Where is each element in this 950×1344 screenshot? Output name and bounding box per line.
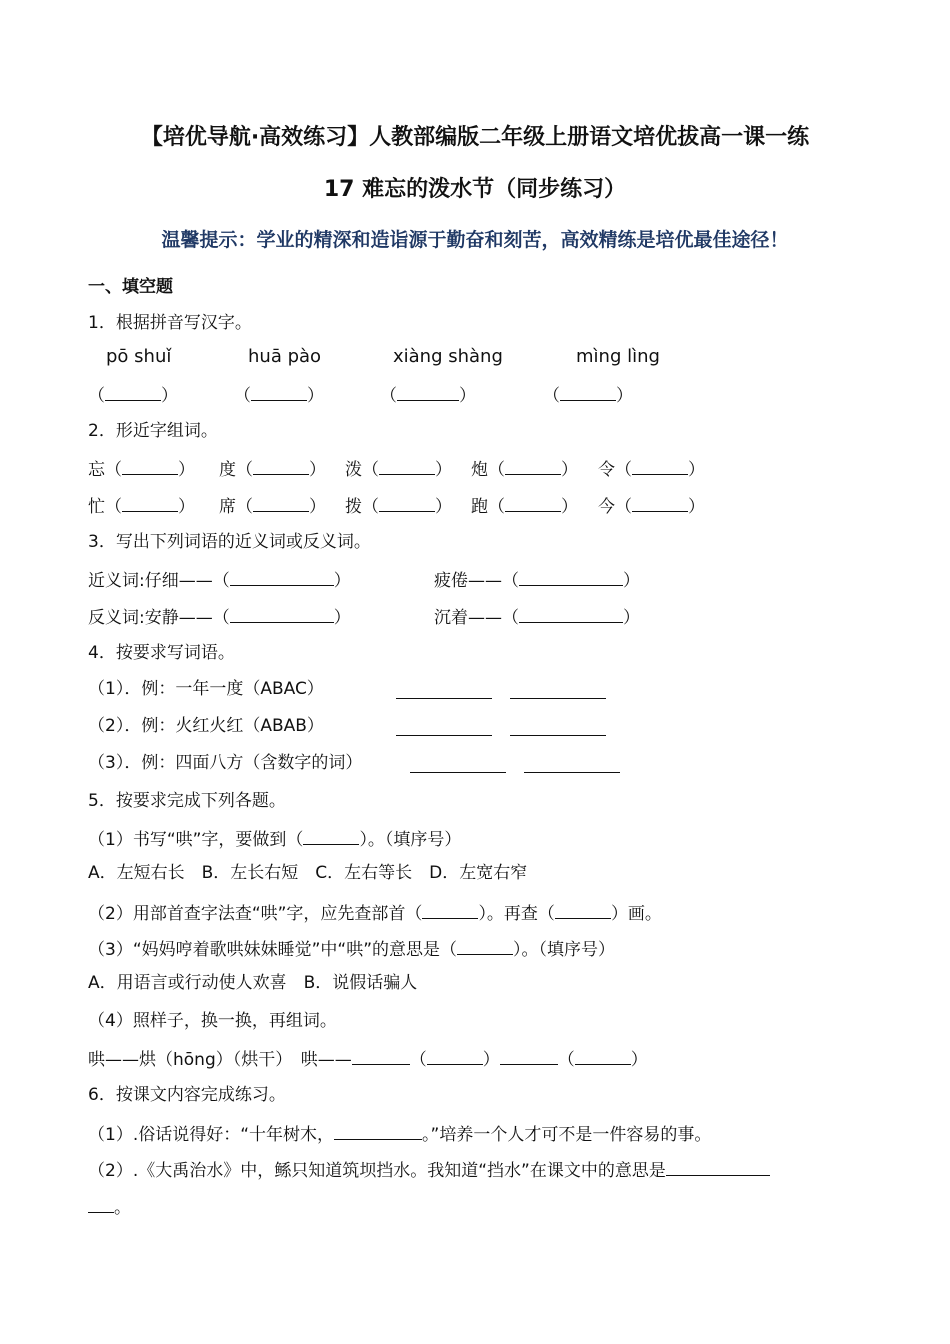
q3-antonym-1[interactable]: 反义词:安静——（ ）	[88, 604, 351, 629]
q5-part-3-options: A．用语言或行动使人欢喜 B．说假话骗人	[88, 973, 418, 993]
section-heading: 一、填空题	[88, 277, 173, 297]
q4-blank-3a[interactable]	[410, 754, 506, 773]
q6-stem: 6．按课文内容完成练习。	[88, 1085, 286, 1105]
tip-text: 温馨提示：学业的精深和造诣源于勤奋和刻苦，高效精练是培优最佳途径！	[161, 229, 789, 251]
q5-part-1-options: A．左短右长 B．左长右短 C．左右等长 D．左宽右窄	[88, 863, 528, 883]
q4-item-2: （2）．例：火红火红（ABAB）	[88, 716, 324, 736]
pinyin-1: pō shuǐ	[106, 346, 172, 367]
pinyin-3: xiàng shàng	[393, 346, 503, 367]
q4-blank-1a[interactable]	[396, 680, 492, 699]
q4-item-3: （3）．例：四面八方（含数字的词）	[88, 753, 363, 773]
blank-pinyin-3[interactable]: （ ）	[380, 382, 476, 407]
q4-stem: 4．按要求写词语。	[88, 643, 235, 663]
q2-r2-c4[interactable]: 跑（ ）	[471, 493, 578, 518]
q2-r2-c1[interactable]: 忙（ ）	[88, 493, 195, 518]
title-line-2: 17 难忘的泼水节（同步练习）	[323, 177, 627, 202]
q2-r1-c3[interactable]: 泼（ ）	[345, 456, 452, 481]
q5-part-3[interactable]: （3）“妈妈哼着歌哄妹妹睡觉”中“哄”的意思是（ ）。（填序号）	[88, 936, 615, 961]
q2-stem: 2．形近字组词。	[88, 421, 218, 441]
blank-pinyin-2[interactable]: （ ）	[234, 382, 324, 407]
q2-r2-c2[interactable]: 席（ ）	[219, 493, 326, 518]
blank-pinyin-4[interactable]: （ ）	[543, 382, 633, 407]
q3-synonym-1[interactable]: 近义词:仔细——（ ）	[88, 567, 351, 592]
q4-blank-3b[interactable]	[524, 754, 620, 773]
q4-blank-2b[interactable]	[510, 717, 606, 736]
q6-part-2[interactable]: （2）.《大禹治水》中，鲧只知道筑坝挡水。我知道“挡水”在课文中的意思是	[88, 1157, 770, 1182]
q5-part-4-example[interactable]: 哄——烘（hōng）（烘干） 哄—— （ ） （ ）	[88, 1046, 648, 1071]
q2-r2-c5[interactable]: 今（ ）	[598, 493, 705, 518]
q5-stem: 5．按要求完成下列各题。	[88, 791, 286, 811]
blank-pinyin-1[interactable]: （ ）	[88, 382, 178, 407]
pinyin-2: huā pào	[248, 346, 322, 367]
q4-blank-1b[interactable]	[510, 680, 606, 699]
q2-r1-c2[interactable]: 度（ ）	[219, 456, 326, 481]
q5-part-1[interactable]: （1）书写“哄”字，要做到（ ）。（填序号）	[88, 826, 461, 851]
q3-synonym-2[interactable]: 疲倦——（ ）	[434, 567, 640, 592]
q1-stem: 1．根据拼音写汉字。	[88, 313, 252, 333]
pinyin-4: mìng lìng	[576, 346, 660, 367]
q5-part-4: （4）照样子，换一换，再组词。	[88, 1011, 337, 1031]
q2-r1-c1[interactable]: 忘（ ）	[88, 456, 195, 481]
q2-r2-c3[interactable]: 拨（ ）	[345, 493, 452, 518]
q3-antonym-2[interactable]: 沉着——（ ）	[434, 604, 640, 629]
q6-part-2-cont[interactable]: 。	[88, 1194, 131, 1219]
q4-item-1: （1）．例：一年一度（ABAC）	[88, 679, 324, 699]
q5-part-2[interactable]: （2）用部首查字法查“哄”字，应先查部首（ ）。再查（ ）画。	[88, 900, 662, 925]
title-line-1: 【培优导航·高效练习】人教部编版二年级上册语文培优拔高一课一练	[140, 125, 810, 150]
q2-r1-c5[interactable]: 令（ ）	[598, 456, 705, 481]
q2-r1-c4[interactable]: 炮（ ）	[471, 456, 578, 481]
q3-stem: 3．写出下列词语的近义词或反义词。	[88, 532, 371, 552]
q6-part-1[interactable]: （1）.俗话说得好：“十年树木， 。”培养一个人才可不是一件容易的事。	[88, 1121, 711, 1146]
q4-blank-2a[interactable]	[396, 717, 492, 736]
